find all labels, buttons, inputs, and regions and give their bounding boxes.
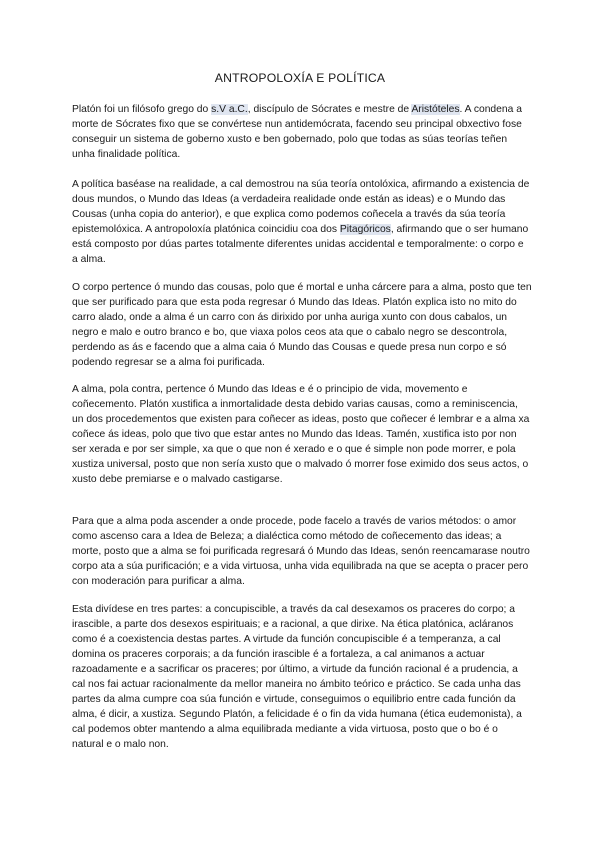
highlighted-term: Aristóteles xyxy=(411,104,460,115)
paragraph-text: Platón foi un filósofo grego do xyxy=(72,104,212,115)
document-title: ANTROPOLOXÍA E POLÍTICA xyxy=(214,71,386,85)
paragraph-body: O corpo pertence ó mundo das cousas, polo que é mortal e unha cárcere para a alma, posto que ten que ser purificado para que esta poda regresar ó Mundo das Ideas. Platón explica isto no mito do carro alado, onde a alma é un carro con ás dirixido por unha auriga xunto con dous cabalos, un negro e malo e outro branco e bo, que viaxa polos ceos ata que o cabalo negro se descontrola, perdendo as ás e facendo que a alma caia ó Mundo das Cousas e quede presa nun corpo e só podendo regresar se a alma foi purificada. xyxy=(72,282,532,368)
paragraph-soul: A alma, pola contra, pertence ó Mundo das Ideas e é o principio de vida, movemento e coñecemento. Platón xustifica a inmortalidade desta debido varias causas, como a reminiscencia, un dos procedementos que existen para coñecer as ideas, posto que coñecer é lembrar e a alma xa coñece ás ideas, polo que tivo que estar antes no Mundo das Ideas. Tamén, xustifica isto por non ser xerada e por ser simple, xa que o que non é xerado e o que é simple non pode morrer, e pola xustiza universal, posto que non sería xusto que o malvado ó morrer fose eximido dos seus actos, o xusto debe premiarse e o malvado castigarse. xyxy=(72,384,530,485)
paragraph-politics xyxy=(72,177,532,267)
highlighted-term: Pitagóricos xyxy=(339,224,391,235)
paragraph-intro xyxy=(72,102,532,162)
paragraph-text: A política baséase na realidade, a cal demostrou na súa teoría ontolóxica, afirmando a existencia de dous mundos, o Mundo das Ideas (a verdadeira realidade onde están as ideas) e o Mundo das Cousas (unha copia do anterior), e que explica como podemos coñecela a través da súa teoría epistemolóxica. A antropoloxía platónica coincidiu coa dos xyxy=(72,179,530,235)
highlighted-term: s.V a.C. xyxy=(211,104,248,115)
paragraph-text: , discípulo de Sócrates e mestre de xyxy=(247,104,412,115)
paragraph-ethics: Esta divídese en tres partes: a concupiscible, a través da cal desexamos os praceres do corpo; a irascible, a parte dos desexos espirituais; e a racional, a que dirixe. Na ética platónica, acláranos como é a coexistencia destas partes. A virtude da función concupiscible é a temperanza, a cal domina os praceres corporais; a da función irascible é a fortaleza, a cal animanos a actuar razoadamente e a sacrificar os praceres; por último, a virtude da función racional é a prudencia, a cal nos fai actuar racionalmente da mellor maneira no ámbito teórico e práctico. Se cada unha das partes da alma cumpre coa súa función e virtude, conseguimos o equilibrio entre cada función da alma, é dicir, a xustiza. Segundo Platón, a felicidade é o fin da vida humana (ética eudemonista), a cal podemos obter mantendo a alma equilibrada mediante a vida virtuosa, posto que o bo é o natural e o malo non. xyxy=(72,604,522,750)
paragraph-text: . A condena a morte de Sócrates fixo que se convértese nun antidemócrata, facendo seu principal obxectivo fose conseguir un sistema de goberno xusto e ben gobernado, polo que todas as súas teorías teñen unha finalidade política. xyxy=(72,104,522,160)
paragraph-text: , afirmando que o ser humano está composto por dúas partes totalmente diferentes unidas accidental e temporalmente: o corpo e a alma. xyxy=(72,224,529,265)
paragraph-ascension: Para que a alma poda ascender a onde procede, pode facelo a través de varios métodos: o amor como ascenso cara a Idea de Beleza; a dialéctica como método de coñecemento das ideas; a morte, posto que a alma se foi purificada regresará ó Mundo das Ideas, senón reencamarase noutro corpo ata a súa purificación; e a vida virtuosa, unha vida equilibrada na que se acepta o pracer pero con moderación para purificar a alma. xyxy=(72,516,530,587)
